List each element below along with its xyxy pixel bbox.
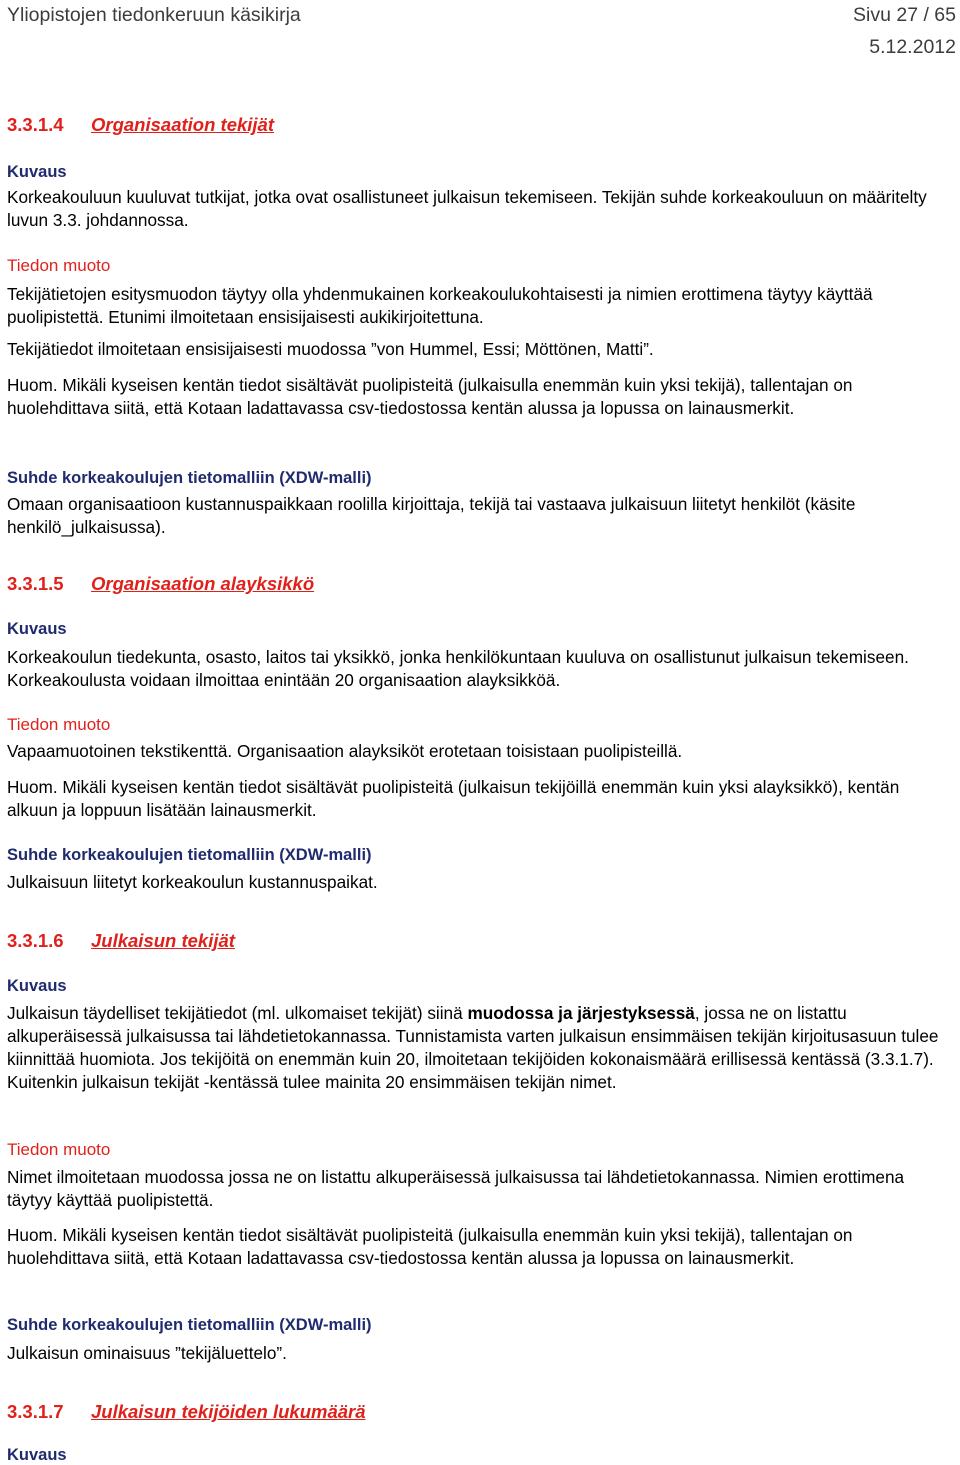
section-heading-3-3-1-5 — [7, 573, 314, 595]
kuvaus-text — [7, 1002, 953, 1094]
kuvaus-text: Korkeakoulun tiedekunta, osasto, laitos tai yksikkö, jonka henkilökuntaan kuuluva on osallistunut julkaisun tekemiseen. Korkeakoulusta voidaan ilmoittaa enintään 20 organisaation alayksikköä. — [7, 647, 909, 690]
tiedon-muoto-text: Nimet ilmoitetaan muodossa jossa ne on listattu alkuperäisessä julkaisussa tai lähdetietokannassa. Nimien erottimena täytyy käyttää puolipistettä. — [7, 1167, 905, 1210]
huom-text: Huom. Mikäli kyseisen kentän tiedot sisältävät puolipisteitä (julkaisulla enemmän kuin yksi tekijä), tallentajan on huolehdittava siitä, että Kotaan ladattavassa csv-tiedostossa kentän alussa ja lopussa on lainausmerkit. — [7, 375, 853, 418]
xdw-text: Julkaisun ominaisuus ”tekijäluettelo”. — [7, 1343, 287, 1363]
section-heading-3-3-1-4 — [7, 114, 274, 136]
xdw-label: Suhde korkeakoulujen tietomalliin (XDW-malli) — [7, 469, 372, 487]
section-number: 3.3.1.6 — [7, 930, 64, 951]
document-title: Yliopistojen tiedonkeruun käsikirja — [7, 4, 301, 26]
section-number: 3.3.1.7 — [7, 1401, 64, 1422]
kuvaus-label: Kuvaus — [7, 977, 67, 995]
tiedon-muoto-label: Tiedon muoto — [7, 715, 111, 734]
xdw-label: Suhde korkeakoulujen tietomalliin (XDW-malli) — [7, 1316, 372, 1334]
xdw-text: Julkaisuun liitetyt korkeakoulun kustannuspaikat. — [7, 872, 378, 892]
kuvaus-text-emphasis: muodossa ja järjestyksessä — [467, 1003, 695, 1023]
document-date: 5.12.2012 — [869, 36, 956, 58]
section-title: Organisaation tekijät — [91, 114, 274, 135]
section-title: Julkaisun tekijät — [91, 930, 235, 951]
tiedon-muoto-text: Vapaamuotoinen tekstikenttä. Organisaation alayksiköt erotetaan toisistaan puolipisteillä. — [7, 741, 683, 761]
xdw-text: Omaan organisaatioon kustannuspaikkaan roolilla kirjoittaja, tekijä tai vastaava julkaisuun liitetyt henkilöt (käsite henkilö_julkaisussa). — [7, 494, 856, 537]
section-title: Julkaisun tekijöiden lukumäärä — [91, 1401, 366, 1422]
section-number: 3.3.1.5 — [7, 573, 64, 594]
kuvaus-label: Kuvaus — [7, 620, 67, 638]
tiedon-muoto-text: Tekijätietojen esitysmuodon täytyy olla yhdenmukainen korkeakoulukohtaisesti ja nimien erottimena täytyy käyttää puolipistettä. Etunimi ilmoitetaan ensisijaisesti aukikirjoitettuna. — [7, 284, 873, 327]
tiedon-muoto-label: Tiedon muoto — [7, 256, 111, 275]
section-number: 3.3.1.4 — [7, 114, 64, 135]
kuvaus-label: Kuvaus — [7, 163, 67, 181]
xdw-label: Suhde korkeakoulujen tietomalliin (XDW-malli) — [7, 846, 372, 864]
huom-text: Huom. Mikäli kyseisen kentän tiedot sisältävät puolipisteitä (julkaisulla enemmän kuin yksi tekijä), tallentajan on huolehdittava siitä, että Kotaan ladattavassa csv-tiedostossa kentän alussa ja lopussa on lainausmerkit. — [7, 1225, 853, 1268]
huom-text: Huom. Mikäli kyseisen kentän tiedot sisältävät puolipisteitä (julkaisun tekijöillä enemmän kuin yksi alayksikkö), kentän alkuun ja loppuun lisätään lainausmerkit. — [7, 777, 900, 820]
tiedon-muoto-label: Tiedon muoto — [7, 1140, 111, 1159]
kuvaus-label: Kuvaus — [7, 1446, 67, 1464]
page-number: Sivu 27 / 65 — [853, 4, 956, 26]
tiedon-muoto-example: Tekijätiedot ilmoitetaan ensisijaisesti muodossa ”von Hummel, Essi; Möttönen, Matti”. — [7, 339, 654, 359]
section-heading-3-3-1-6 — [7, 930, 235, 952]
section-title: Organisaation alayksikkö — [91, 573, 315, 594]
section-heading-3-3-1-7 — [7, 1401, 366, 1423]
kuvaus-text-end: , jossa ne on listattu alkuperäisessä julkaisussa tai lähdetietokannassa. Tunnistamista varten julkaisun ensimmäisen tekijän kirjoitusasuun tulee kiinnittää huomiota. Jos tekijöitä on enemmän kuin 20, ilmoitetaan tekijöiden kokonaismäärä erillisessä kentässä (3.3.1.7). Kuitenkin julkaisun tekijät -kentässä tulee mainita 20 ensimmäisen tekijän nimet. — [7, 1003, 939, 1092]
kuvaus-text: Korkeakouluun kuuluvat tutkijat, jotka ovat osallistuneet julkaisun tekemiseen. Tekijän suhde korkeakouluun on määritelty luvun 3.3. johdannossa. — [7, 187, 927, 230]
kuvaus-text-start: Julkaisun täydelliset tekijätiedot (ml. ulkomaiset tekijät) siinä — [7, 1003, 468, 1023]
